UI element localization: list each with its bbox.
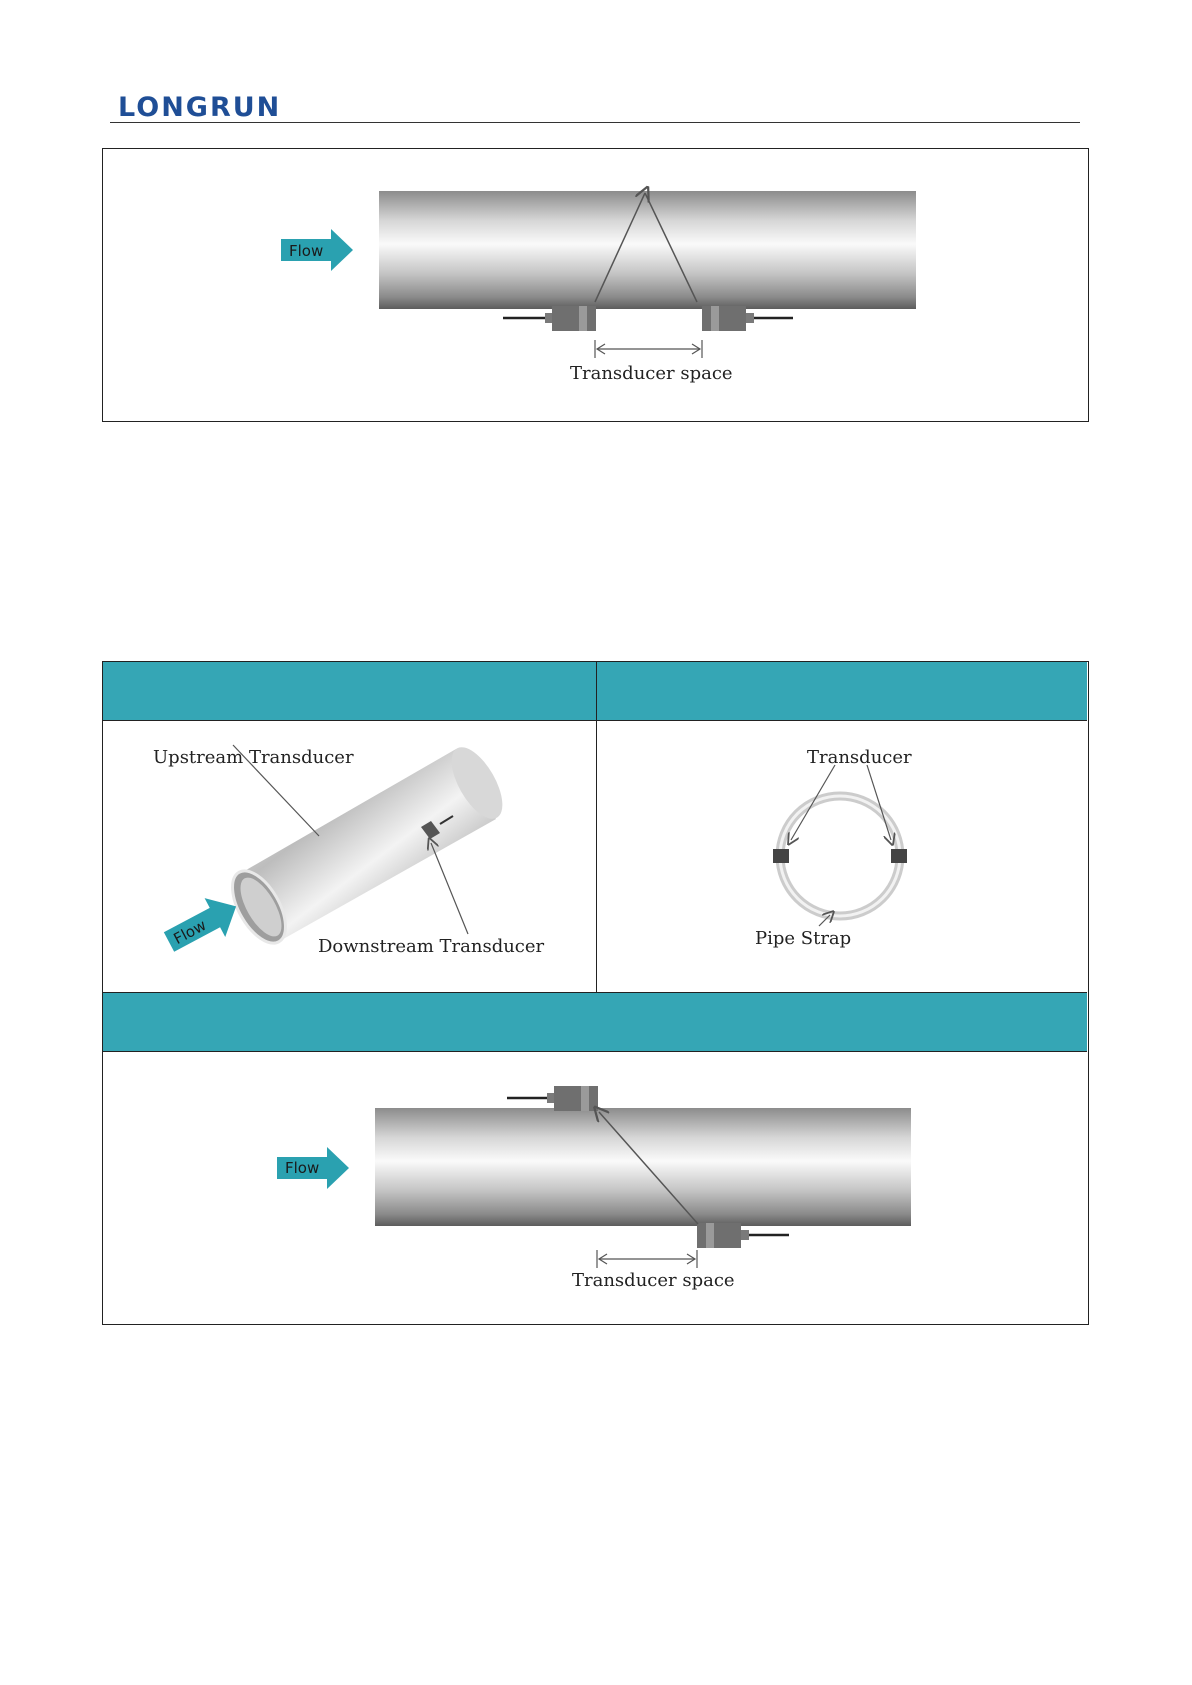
- table-header-full: [103, 993, 1087, 1052]
- spacing-label: Transducer space: [570, 363, 733, 384]
- spacing-dimension: [597, 1250, 697, 1268]
- upstream-label: Upstream Transducer: [153, 747, 354, 768]
- pipe-strap-label: Pipe Strap: [755, 928, 852, 949]
- downstream-leader-line: [431, 843, 468, 934]
- upper-transducer: [507, 1086, 598, 1111]
- table-header-left: [103, 662, 597, 721]
- flow-label: Flow: [170, 916, 210, 949]
- company-logo: LONGRUN: [118, 92, 282, 123]
- spacing-label: Transducer space: [572, 1270, 735, 1291]
- spacing-dimension: [595, 340, 702, 358]
- z-method-diagram: [103, 1052, 1087, 1323]
- cross-section-cell: [597, 720, 1087, 993]
- lower-transducer: [697, 1223, 789, 1248]
- v-method-figure: [102, 148, 1089, 422]
- flow-label: Flow: [285, 1159, 320, 1177]
- upstream-transducer: [503, 306, 596, 331]
- downstream-transducer: [702, 306, 793, 331]
- installation-table: [102, 661, 1089, 1325]
- flow-label: Flow: [289, 242, 324, 260]
- flow-arrow: [277, 1147, 349, 1189]
- z-method-cell: [103, 1052, 1087, 1323]
- header-divider: [110, 122, 1080, 123]
- left-transducer: [773, 849, 789, 863]
- flow-arrow: [281, 229, 353, 271]
- isometric-pipe-cell: [103, 720, 597, 993]
- pipe-body: [375, 1108, 911, 1226]
- right-transducer: [891, 849, 907, 863]
- cross-section-diagram: [597, 720, 1087, 992]
- downstream-label: Downstream Transducer: [318, 936, 545, 957]
- isometric-pipe: [222, 739, 513, 951]
- transducer-leader-left: [791, 765, 835, 840]
- isometric-pipe-diagram: [103, 720, 596, 992]
- pipe-body: [379, 191, 916, 309]
- table-header-right: [597, 662, 1087, 721]
- v-method-diagram: [103, 149, 1087, 420]
- transducer-label: Transducer: [807, 747, 912, 768]
